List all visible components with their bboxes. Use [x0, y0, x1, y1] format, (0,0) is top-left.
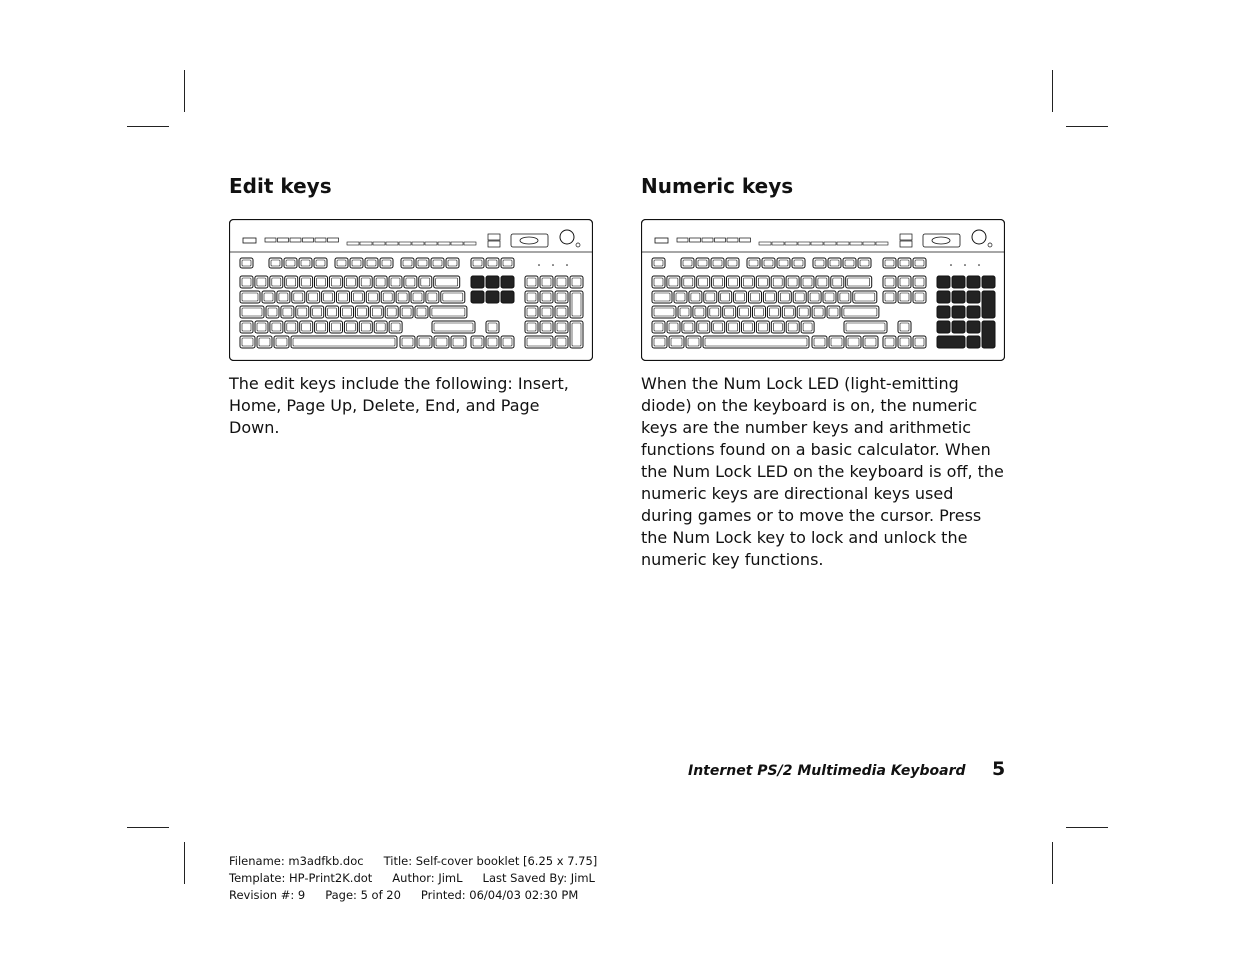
internet-button — [278, 238, 289, 242]
page-number: 5 — [992, 758, 1006, 780]
numpad-key — [952, 306, 965, 318]
shortcut-button — [798, 242, 810, 245]
file-info-line-2 — [229, 870, 615, 887]
crop-mark-top-right-horizontal — [1066, 126, 1108, 127]
shortcut-button — [811, 242, 823, 245]
volume-down-button — [488, 241, 500, 247]
internet-button — [265, 238, 276, 242]
volume-up-button — [900, 234, 912, 240]
media-button — [243, 238, 256, 243]
shortcut-button — [399, 242, 411, 245]
shortcut-button — [850, 242, 862, 245]
crop-mark-top-left-vertical — [184, 70, 185, 112]
shortcut-button — [412, 242, 424, 245]
internet-button — [290, 238, 301, 242]
status-led — [950, 264, 952, 266]
file-info-printed: Printed: 06/04/03 02:30 PM — [420, 888, 579, 902]
status-led — [552, 264, 554, 266]
shortcut-button — [386, 242, 398, 245]
shortcut-button — [772, 242, 784, 245]
shortcut-button — [785, 242, 797, 245]
edit-key — [486, 291, 499, 303]
crop-mark-top-left-horizontal — [127, 126, 169, 127]
internet-button — [715, 238, 726, 242]
numeric-keys-description: When the Num Lock LED (light-emitting diode) on the keyboard is on, the numeric keys are the number keys and arithmetic functions found on a basic calculator. When the Num Lock LED on the keyboard is off, the numeric keys are directional keys used during games or to move the cursor. Press the Num Lock key to lock and unlock the numeric key functions. — [641, 374, 1004, 569]
edit-key — [471, 276, 484, 288]
internet-button — [303, 238, 314, 242]
numpad-plus-key — [982, 291, 995, 318]
file-info-line-3 — [229, 887, 598, 904]
numpad-decimal-key — [967, 336, 980, 348]
play-control-button — [520, 237, 538, 244]
numpad-key — [952, 291, 965, 303]
play-control-button — [932, 237, 950, 244]
shortcut-button — [824, 242, 836, 245]
mute-button — [988, 243, 992, 247]
numpad-key — [967, 291, 980, 303]
file-info-filename: Filename: m3adfkb.doc — [229, 854, 364, 868]
file-info-page: Page: 5 of 20 — [325, 888, 401, 902]
shortcut-button — [837, 242, 849, 245]
internet-button — [702, 238, 713, 242]
file-info-last-saved: Last Saved By: JimL — [482, 871, 595, 885]
status-led — [566, 264, 568, 266]
shortcut-button — [464, 242, 476, 245]
crop-mark-bottom-left-vertical — [184, 842, 185, 884]
numpad-key — [937, 306, 950, 318]
status-led — [964, 264, 966, 266]
crop-mark-top-right-vertical — [1052, 70, 1053, 112]
numpad-key — [937, 321, 950, 333]
volume-knob — [972, 230, 986, 244]
internet-button — [677, 238, 688, 242]
edit-key — [501, 291, 514, 303]
volume-knob — [560, 230, 574, 244]
volume-down-button — [900, 241, 912, 247]
internet-button — [690, 238, 701, 242]
internet-button — [315, 238, 326, 242]
internet-button — [727, 238, 738, 242]
shortcut-button — [863, 242, 875, 245]
numpad-key — [967, 321, 980, 333]
file-info-line-1 — [229, 853, 617, 870]
media-button — [655, 238, 668, 243]
shortcut-button — [360, 242, 372, 245]
internet-button — [328, 238, 339, 242]
numpad-key — [937, 276, 950, 288]
shortcut-button — [373, 242, 385, 245]
shortcut-button — [425, 242, 437, 245]
volume-up-button — [488, 234, 500, 240]
numpad-key — [952, 276, 965, 288]
keyboard-illustration-numeric-keys — [641, 219, 1005, 361]
shortcut-button — [876, 242, 888, 245]
running-footer-title: Internet PS/2 Multimedia Keyboard — [688, 763, 966, 779]
crop-mark-bottom-right-horizontal — [1066, 827, 1108, 828]
numpad-enter-key — [982, 321, 995, 348]
file-info-template: Template: HP-Print2K.dot — [229, 871, 373, 885]
file-info-title: Title: Self-cover booklet [6.25 x 7.75] — [383, 854, 598, 868]
numpad-key — [952, 321, 965, 333]
keyboard-illustration-edit-keys — [229, 219, 593, 361]
edit-key — [501, 276, 514, 288]
numpad-key — [967, 306, 980, 318]
numpad-key — [937, 291, 950, 303]
status-led — [538, 264, 540, 266]
edit-keys-heading: Edit keys — [229, 174, 332, 198]
numpad-key — [967, 276, 980, 288]
shortcut-button — [759, 242, 771, 245]
edit-key — [486, 276, 499, 288]
edit-key — [471, 291, 484, 303]
crop-mark-bottom-right-vertical — [1052, 842, 1053, 884]
crop-mark-bottom-left-horizontal — [127, 827, 169, 828]
file-info-author: Author: JimL — [392, 871, 463, 885]
internet-button — [740, 238, 751, 242]
numpad-zero-key — [937, 336, 965, 348]
file-info-revision: Revision #: 9 — [229, 888, 306, 902]
numeric-keys-heading: Numeric keys — [641, 174, 794, 198]
mute-button — [576, 243, 580, 247]
edit-keys-description: The edit keys include the following: Insert, Home, Page Up, Delete, End, and Page Down. — [229, 374, 569, 437]
shortcut-button — [438, 242, 450, 245]
shortcut-button — [347, 242, 359, 245]
shortcut-button — [451, 242, 463, 245]
status-led — [978, 264, 980, 266]
numpad-key — [982, 276, 995, 288]
